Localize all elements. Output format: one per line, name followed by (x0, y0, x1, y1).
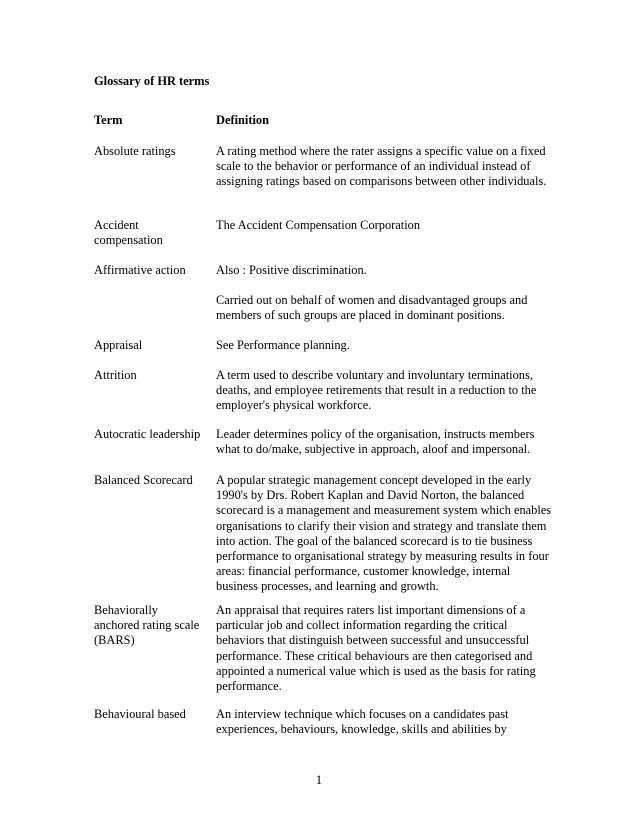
glossary-term: Autocratic leadership (94, 427, 201, 441)
glossary-definition (216, 427, 552, 457)
term-column-header: Term (94, 113, 123, 127)
glossary-definition (216, 144, 552, 190)
definition-paragraph: The Accident Compensation Corporation (216, 218, 421, 232)
glossary-term: Affirmative action (94, 263, 186, 277)
glossary-definition (216, 603, 552, 694)
glossary-term: Absolute ratings (94, 144, 176, 158)
definition-column-header: Definition (216, 113, 270, 127)
glossary-term: Accident compensation (94, 218, 163, 248)
definition-paragraph: See Performance planning. (216, 338, 350, 352)
definition-paragraph: A term used to describe voluntary and involuntary terminations, deaths, and employee retirements that result in a reduction to the employer's physical workforce. (216, 368, 537, 413)
glossary-term: Appraisal (94, 338, 143, 352)
glossary-definition (216, 338, 552, 353)
definition-paragraph: Carried out on behalf of women and disadvantaged groups and members of such groups are placed in dominant positions. (216, 293, 528, 323)
glossary-term: Behavioural based (94, 707, 186, 721)
definition-paragraph: An appraisal that requires raters list important dimensions of a particular job and collect information regarding the critical behaviors that distinguish between successful and unsuccessful performance. These critical behaviours are then categorised and appointed a numerical value which is used as the basis for rating performance. (216, 603, 536, 694)
glossary-definition (216, 368, 552, 414)
glossary-term: Balanced Scorecard (94, 473, 193, 487)
definition-paragraph: A popular strategic management concept developed in the early 1990's by Drs. Robert Kaplan and David Norton, the balanced scorecard is a management and measurement system which enables organisations to clarify their vision and strategy and translate them into action. The goal of the balanced scorecard is to tie business performance to organisational strategy by measuring results in four areas: financial performance, customer knowledge, internal business processes, and learning and growth. (216, 473, 552, 594)
definition-paragraph: An interview technique which focuses on a candidates past experiences, behaviours, knowledge, skills and abilities by (216, 707, 509, 737)
glossary-definition (216, 707, 552, 737)
definition-paragraph: Also : Positive discrimination. (216, 263, 367, 277)
definition-paragraph: Leader determines policy of the organisation, instructs members what to do/make, subjective in approach, aloof and impersonal. (216, 427, 535, 457)
page-title: Glossary of HR terms (94, 74, 210, 88)
page-number: 1 (315, 773, 323, 787)
glossary-term: Attrition (94, 368, 137, 382)
glossary-definition (216, 218, 552, 233)
glossary-term: Behaviorally anchored rating scale (BARS) (94, 603, 200, 648)
definition-paragraph: A rating method where the rater assigns a specific value on a fixed scale to the behavior or performance of an individual instead of assigning ratings based on comparisons between other individuals. (216, 144, 547, 189)
glossary-definition (216, 263, 552, 324)
glossary-definition (216, 473, 552, 595)
